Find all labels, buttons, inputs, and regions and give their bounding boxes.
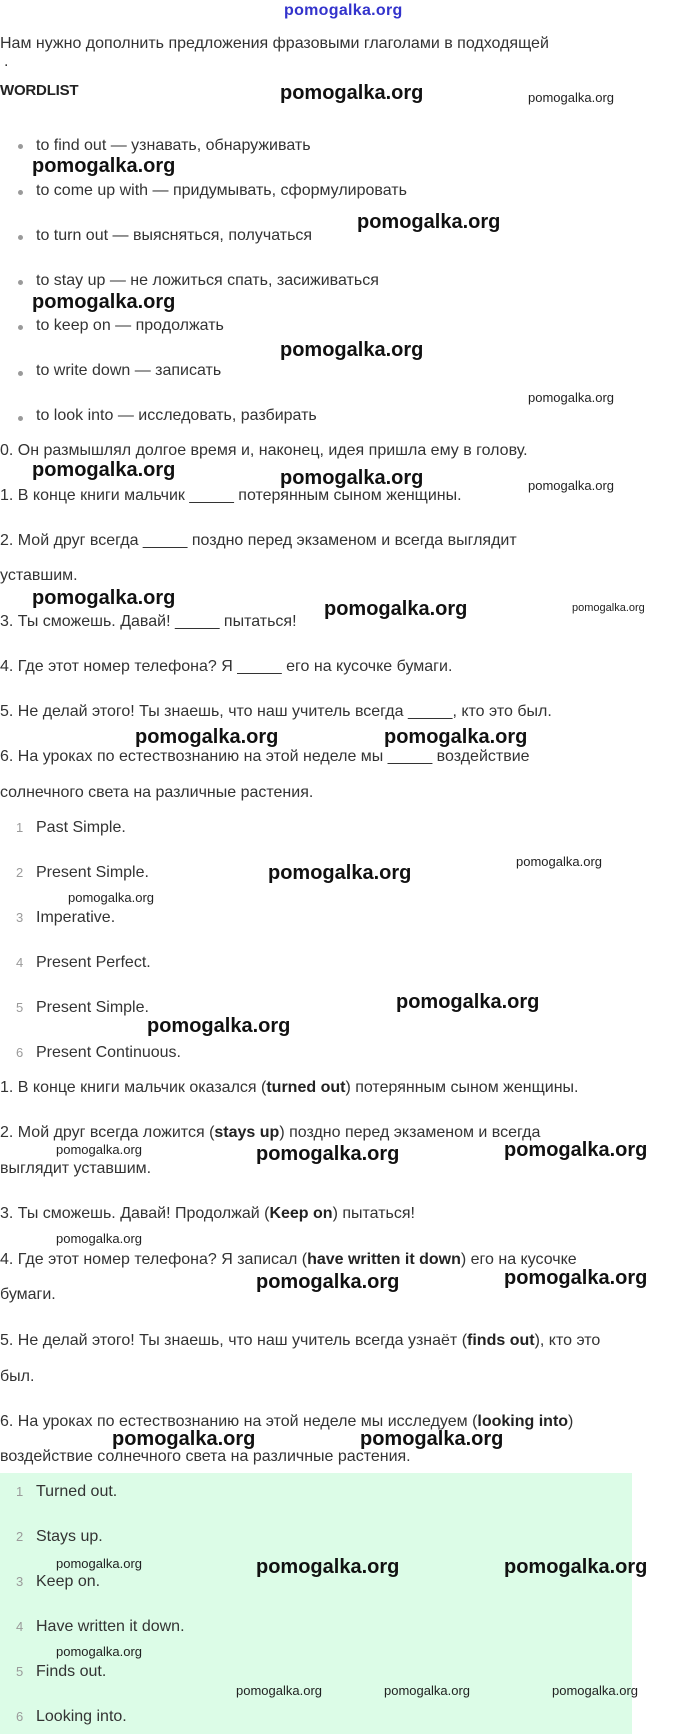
watermark: pomogalka.org bbox=[516, 854, 602, 869]
task-item: 4. Где этот номер телефона? Я _____ его на кусочке бумаги. bbox=[0, 658, 453, 675]
tense-item: Present Perfect. bbox=[36, 954, 151, 971]
bullet-icon bbox=[18, 280, 23, 285]
tense-item: Present Simple. bbox=[36, 864, 149, 881]
watermark: pomogalka.org bbox=[572, 602, 645, 614]
watermark: pomogalka.org bbox=[384, 1683, 470, 1698]
final-answer: Have written it down. bbox=[36, 1618, 185, 1635]
list-number: 1 bbox=[16, 1484, 24, 1499]
answer-item: 3. Ты сможешь. Давай! Продолжай (Keep on) пытаться! bbox=[0, 1205, 415, 1222]
answer-verb: finds out bbox=[467, 1332, 535, 1349]
watermark: pomogalka.org bbox=[236, 1683, 322, 1698]
watermark: pomogalka.org bbox=[256, 1556, 400, 1578]
intro-text: Нам нужно дополнить предложения фразовыми глаголами в подходящей bbox=[0, 35, 549, 52]
watermark: pomogalka.org bbox=[32, 459, 176, 481]
answer-verb: stays up bbox=[214, 1124, 280, 1141]
answer-verb: have written it down bbox=[307, 1251, 461, 1268]
list-number: 4 bbox=[16, 1619, 24, 1634]
list-number: 4 bbox=[16, 955, 24, 970]
wordlist-item: to turn out — выясняться, получаться bbox=[36, 227, 313, 244]
list-number: 2 bbox=[16, 865, 24, 880]
wordlist-item: to stay up — не ложиться спать, засиживаться bbox=[36, 272, 379, 289]
list-number: 3 bbox=[16, 1574, 24, 1589]
bullet-icon bbox=[18, 144, 23, 149]
tense-item: Present Continuous. bbox=[36, 1044, 181, 1061]
final-answer: Turned out. bbox=[36, 1483, 118, 1500]
final-answer: Stays up. bbox=[36, 1528, 103, 1545]
bullet-icon bbox=[18, 325, 23, 330]
watermark: pomogalka.org bbox=[32, 291, 176, 313]
tense-item: Imperative. bbox=[36, 909, 116, 926]
final-answer: Looking into. bbox=[36, 1708, 127, 1725]
wordlist-item: to look into — исследовать, разбирать bbox=[36, 407, 317, 424]
watermark: pomogalka.org bbox=[396, 991, 540, 1013]
watermark: pomogalka.org bbox=[112, 1428, 256, 1450]
watermark: pomogalka.org bbox=[32, 155, 176, 177]
site-logo[interactable]: pomogalka.org bbox=[284, 2, 403, 19]
watermark: pomogalka.org bbox=[504, 1267, 648, 1289]
list-number: 5 bbox=[16, 1664, 24, 1679]
watermark: pomogalka.org bbox=[324, 598, 468, 620]
task-item: 3. Ты сможешь. Давай! _____ пытаться! bbox=[0, 613, 297, 630]
answer-item: 6. На уроках по естествознанию на этой неделе мы исследуем (looking into) bbox=[0, 1413, 574, 1430]
intro-text-cont: . bbox=[4, 53, 9, 70]
watermark: pomogalka.org bbox=[56, 1644, 142, 1659]
answer-verb: turned out bbox=[266, 1079, 346, 1096]
watermark: pomogalka.org bbox=[528, 90, 614, 105]
tense-item: Present Simple. bbox=[36, 999, 149, 1016]
wordlist-item: to come up with — придумывать, сформулировать bbox=[36, 182, 407, 199]
watermark: pomogalka.org bbox=[256, 1271, 400, 1293]
answer-item: 2. Мой друг всегда ложится (stays up) поздно перед экзаменом и всегда bbox=[0, 1124, 541, 1141]
watermark: pomogalka.org bbox=[280, 339, 424, 361]
answer-verb: Keep on bbox=[269, 1205, 333, 1222]
task-item: 1. В конце книги мальчик _____ потерянным сыном женщины. bbox=[0, 487, 462, 504]
watermark: pomogalka.org bbox=[56, 1556, 142, 1571]
bullet-icon bbox=[18, 235, 23, 240]
watermark: pomogalka.org bbox=[384, 726, 528, 748]
bullet-icon bbox=[18, 416, 23, 421]
answer-item-cont: выглядит уставшим. bbox=[0, 1160, 152, 1177]
wordlist-item: to write down — записать bbox=[36, 362, 222, 379]
watermark: pomogalka.org bbox=[552, 1683, 638, 1698]
task-item: 2. Мой друг всегда _____ поздно перед экзаменом и всегда выглядит bbox=[0, 532, 517, 549]
watermark: pomogalka.org bbox=[504, 1556, 648, 1578]
watermark: pomogalka.org bbox=[528, 390, 614, 405]
watermark: pomogalka.org bbox=[135, 726, 279, 748]
watermark: pomogalka.org bbox=[32, 587, 176, 609]
watermark: pomogalka.org bbox=[504, 1139, 648, 1161]
watermark: pomogalka.org bbox=[280, 467, 424, 489]
watermark: pomogalka.org bbox=[256, 1143, 400, 1165]
wordlist-title: WORDLIST bbox=[0, 82, 79, 99]
list-number: 6 bbox=[16, 1045, 24, 1060]
list-number: 6 bbox=[16, 1709, 24, 1724]
final-answer: Finds out. bbox=[36, 1663, 107, 1680]
task-item: 0. Он размышлял долгое время и, наконец, идея пришла ему в голову. bbox=[0, 442, 528, 459]
bullet-icon bbox=[18, 371, 23, 376]
watermark: pomogalka.org bbox=[357, 211, 501, 233]
list-number: 1 bbox=[16, 820, 24, 835]
watermark: pomogalka.org bbox=[268, 862, 412, 884]
task-item-cont: солнечного света на различные растения. bbox=[0, 784, 314, 801]
watermark: pomogalka.org bbox=[360, 1428, 504, 1450]
list-number: 2 bbox=[16, 1529, 24, 1544]
watermark: pomogalka.org bbox=[56, 1142, 142, 1157]
answer-item: 5. Не делай этого! Ты знаешь, что наш учитель всегда узнаёт (finds out), кто это bbox=[0, 1332, 601, 1349]
final-answer: Keep on. bbox=[36, 1573, 101, 1590]
answer-item: 4. Где этот номер телефона? Я записал (have written it down) его на кусочке bbox=[0, 1251, 577, 1268]
answer-item: 1. В конце книги мальчик оказался (turned out) потерянным сыном женщины. bbox=[0, 1079, 579, 1096]
watermark: pomogalka.org bbox=[147, 1015, 291, 1037]
tense-item: Past Simple. bbox=[36, 819, 126, 836]
list-number: 5 bbox=[16, 1000, 24, 1015]
wordlist-item: to keep on — продолжать bbox=[36, 317, 224, 334]
wordlist-item: to find out — узнавать, обнаруживать bbox=[36, 137, 311, 154]
watermark: pomogalka.org bbox=[528, 478, 614, 493]
task-item: 5. Не делай этого! Ты знаешь, что наш учитель всегда _____, кто это был. bbox=[0, 703, 552, 720]
answer-item-cont: воздействие солнечного света на различные растения. bbox=[0, 1448, 411, 1465]
watermark: pomogalka.org bbox=[280, 82, 424, 104]
list-number: 3 bbox=[16, 910, 24, 925]
bullet-icon bbox=[18, 190, 23, 195]
answer-verb: looking into bbox=[477, 1413, 569, 1430]
task-item-cont: уставшим. bbox=[0, 567, 78, 584]
answer-item-cont: был. bbox=[0, 1368, 35, 1385]
watermark: pomogalka.org bbox=[56, 1231, 142, 1246]
watermark: pomogalka.org bbox=[68, 890, 154, 905]
answer-item-cont: бумаги. bbox=[0, 1286, 56, 1303]
task-item: 6. На уроках по естествознанию на этой неделе мы _____ воздействие bbox=[0, 748, 530, 765]
